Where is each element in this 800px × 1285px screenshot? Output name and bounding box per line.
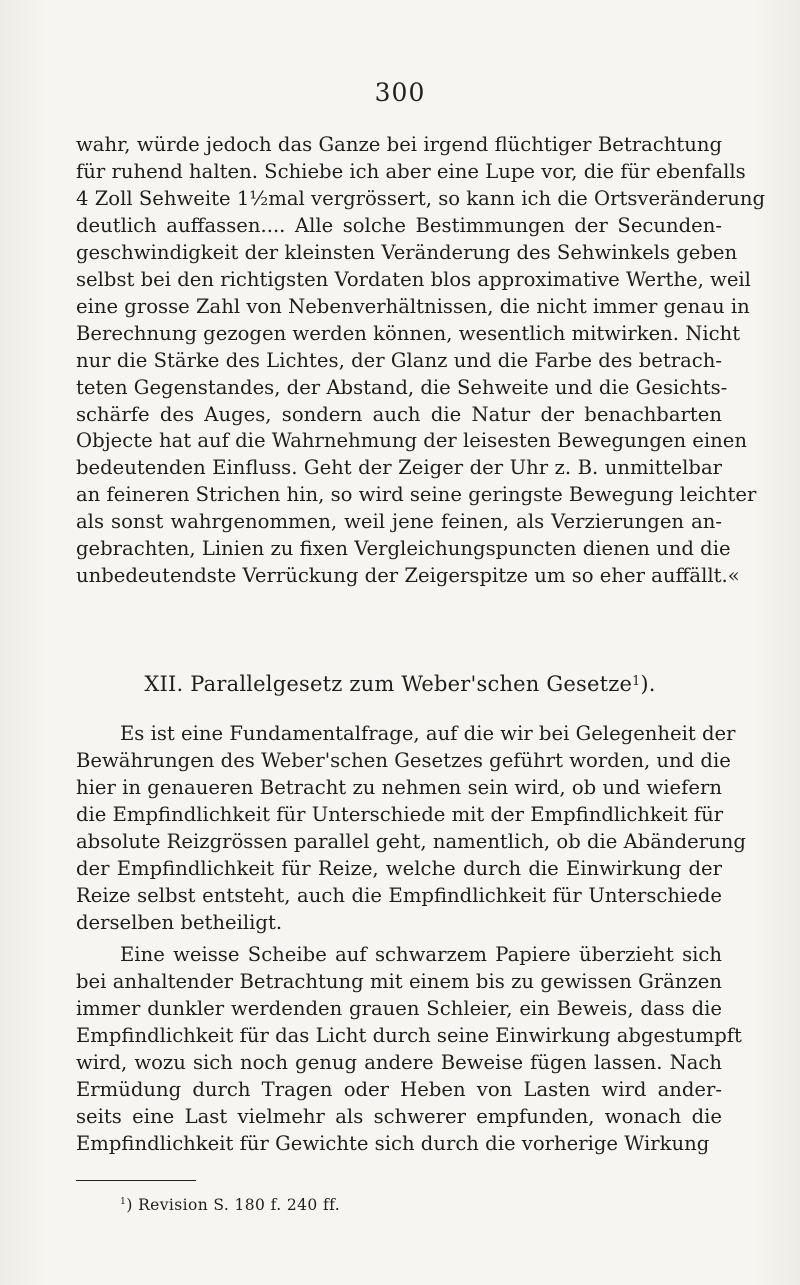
text-line: geschwindigkeit der kleinsten Veränderung des Sehwinkels geben [76,240,738,264]
footnote-divider [76,1180,196,1181]
text-line: die Empfindlichkeit für Unterschiede mit der Empfindlichkeit für [76,802,724,826]
text-line: eine grosse Zahl von Nebenverhältnissen, die nicht immer genau in [76,294,750,318]
footnote-text: ) Revision S. 180 f. 240 ff. [126,1196,341,1214]
text-line: 4 Zoll Sehweite 1½mal vergrössert, so kann ich die Ortsveränderung [76,186,765,210]
text-line: Eine weisse Scheibe auf schwarzem Papiere überzieht sich [120,943,722,966]
text-line: Es ist eine Fundamentalfrage, auf die wir bei Gelegenheit der [120,722,736,745]
text-line: immer dunkler werdenden grauen Schleier, ein Beweis, dass die [76,996,722,1020]
text-line: Objecte hat auf die Wahrnehmung der leisesten Bewegungen einen [76,429,747,453]
text-line: der Empfindlichkeit für Reize, welche durch die Einwirkung der [76,856,722,880]
paragraph-fundamental-question [76,721,746,937]
page-number: 300 [374,78,426,107]
paragraph-quote-continuation [76,132,765,590]
text-line: als sonst wahrgenommen, weil jene feinen, als Verzierungen an- [76,510,722,534]
text-line: Empfindlichkeit für das Licht durch seine Einwirkung abgestumpft [76,1023,742,1047]
text-line: schärfe des Auges, sondern auch die Natur der benachbarten [76,402,722,426]
text-line: deutlich auffassen.... Alle solche Bestimmungen der Secunden- [76,213,722,237]
footnote [120,1196,340,1214]
text-line: Ermüdung durch Tragen oder Heben von Lasten wird ander- [76,1077,722,1101]
footnote-ref: 1 [632,673,641,688]
text-line: selbst bei den richtigsten Vordaten blos approximative Werthe, weil [76,267,751,291]
text-line: Reize selbst entsteht, auch die Empfindlichkeit für Unterschiede [76,883,722,907]
text-line: für ruhend halten. Schiebe ich aber eine Lupe vor, die für ebenfalls [76,159,746,183]
text-line: wird, wozu sich noch genug andere Beweise fügen lassen. Nach [76,1050,722,1074]
text-line: teten Gegenstandes, der Abstand, die Sehweite und die Gesichts- [76,375,728,399]
text-line: nur die Stärke des Lichtes, der Glanz und die Farbe des betrach- [76,348,722,372]
section-heading-text: XII. Parallelgesetz zum Weber'schen Gesetze [144,672,633,696]
text-line: seits eine Last vielmehr als schwerer empfunden, wonach die [76,1104,722,1128]
text-line: unbedeutendste Verrückung der Zeigerspitze um so eher auffällt.« [76,564,740,588]
text-line: Bewährungen des Weber'schen Gesetzes geführt worden, und die [76,748,731,772]
text-line: Berechnung gezogen werden können, wesentlich mitwirken. Nicht [76,321,741,345]
text-line: absolute Reizgrössen parallel geht, namentlich, ob die Abänderung [76,829,746,853]
text-line: Empfindlichkeit für Gewichte sich durch die vorherige Wirkung [76,1131,710,1155]
section-heading [0,672,800,696]
text-line: hier in genaueren Betracht zu nehmen sein wird, ob und wiefern [76,775,722,799]
section-heading-end: ). [640,672,656,696]
text-line: derselben betheiligt. [76,910,283,934]
text-line: bedeutenden Einfluss. Geht der Zeiger der Uhr z. B. unmittelbar [76,456,722,480]
text-line: bei anhaltender Betrachtung mit einem bis zu gewissen Gränzen [76,969,722,993]
text-line: an feineren Strichen hin, so wird seine geringste Bewegung leichter [76,483,757,507]
paragraph-white-disc [76,942,742,1158]
text-line: wahr, würde jedoch das Ganze bei irgend flüchtiger Betrachtung [76,133,722,156]
footnote-marker: 1 [120,1196,127,1207]
text-line: gebrachten, Linien zu fixen Vergleichungspuncten dienen und die [76,537,731,561]
